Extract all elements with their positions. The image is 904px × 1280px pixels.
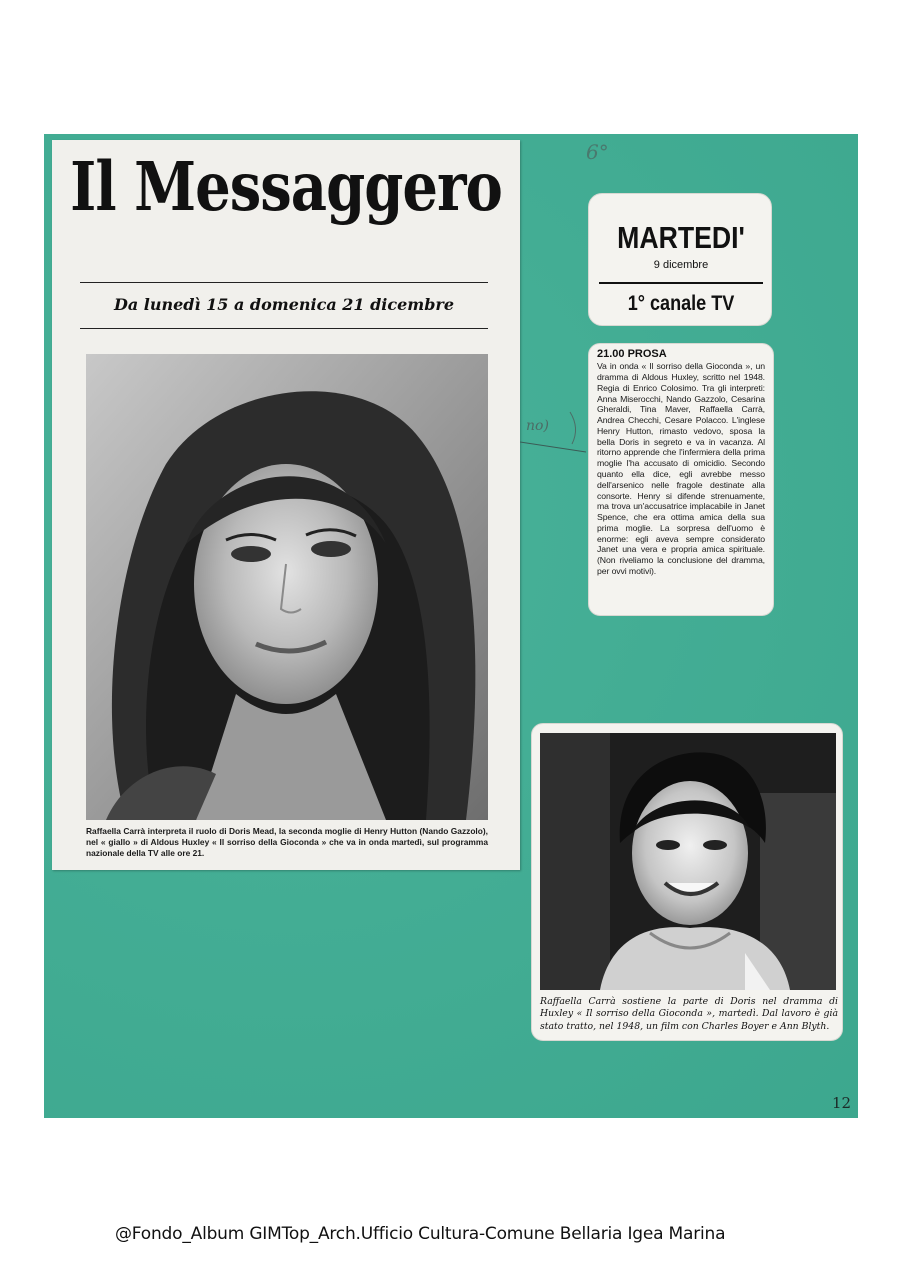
newspaper-clipping-main — [52, 140, 520, 870]
newspaper-clipping-second — [531, 723, 843, 1041]
photo-caption: Raffaella Carrà interpreta il ruolo di Doris Mead, la seconda moglie di Henry Hutton (Nando Gazzolo), nel « giallo » di Aldous Huxley « Il sorriso della Gioconda » che va in onda martedì, sul programma nazionale della TV alle ore 21. — [86, 826, 488, 858]
divider — [80, 282, 488, 283]
program-description-clipping — [588, 343, 774, 616]
pencil-side-note: no) — [526, 418, 549, 434]
program-time-genre: 21.00 PROSA — [597, 348, 667, 360]
smiling-portrait-photo — [540, 733, 836, 990]
pencil-annotation: 6° — [586, 140, 609, 164]
channel-label: 1° canale TV — [627, 292, 735, 315]
photo-caption: Raffaella Carrà sostiene la parte di Doris nel dramma di Huxley « Il sorriso della Gioconda », martedì. Dal lavoro è già stato tratto, nel 1948, un film con Charles Boyer e Ann Blyth. — [540, 996, 838, 1032]
divider — [599, 282, 763, 284]
program-description: Va in onda « Il sorriso della Gioconda », un dramma di Aldous Huxley, scritto nel 1948. Regia di Enrico Colosimo. Tra gli interpreti: Anna Miserocchi, Nando Gazzolo, Cesarina Gheraldi, Tina Maver, Raffaella Carrà, Andrea Checchi, Cesare Polacco. L'inglese Henry Hutton, rimasto vedovo, sposa la bella Doris in segreto e va in vacanza. Al ritorno apprende che l'infermiera della prima moglie l'ha accusato di omicidio. Secondo quanto ella dice, egli avrebbe messo dell'arsenico nelle fragole destinate alla consorte. Henry si difende strenuamente, ma trova un'accusatrice implacabile in Janet Spence, che era ottima amica della sua prima moglie. La sorpresa dell'uomo è enorme: egli aveva sempre considerato Janet una vera e propria amica spirituale. (Non riveliamo la conclusione del dramma, per ovvi motivi). — [597, 361, 765, 577]
date-range: Da lunedì 15 a domenica 21 dicembre — [113, 295, 455, 314]
portrait-photo — [86, 354, 488, 820]
divider — [80, 328, 488, 329]
schedule-header-clipping — [588, 193, 772, 326]
weekday: MARTEDI' — [617, 220, 745, 255]
pencil-line — [520, 410, 592, 470]
date: 9 dicembre — [653, 259, 709, 271]
newspaper-masthead: Il Messaggero — [70, 147, 502, 227]
archive-credit: @Fondo_Album GIMTop_Arch.Ufficio Cultura-Comune Bellaria Igea Marina — [115, 1224, 726, 1244]
page-number: 12 — [832, 1094, 852, 1112]
